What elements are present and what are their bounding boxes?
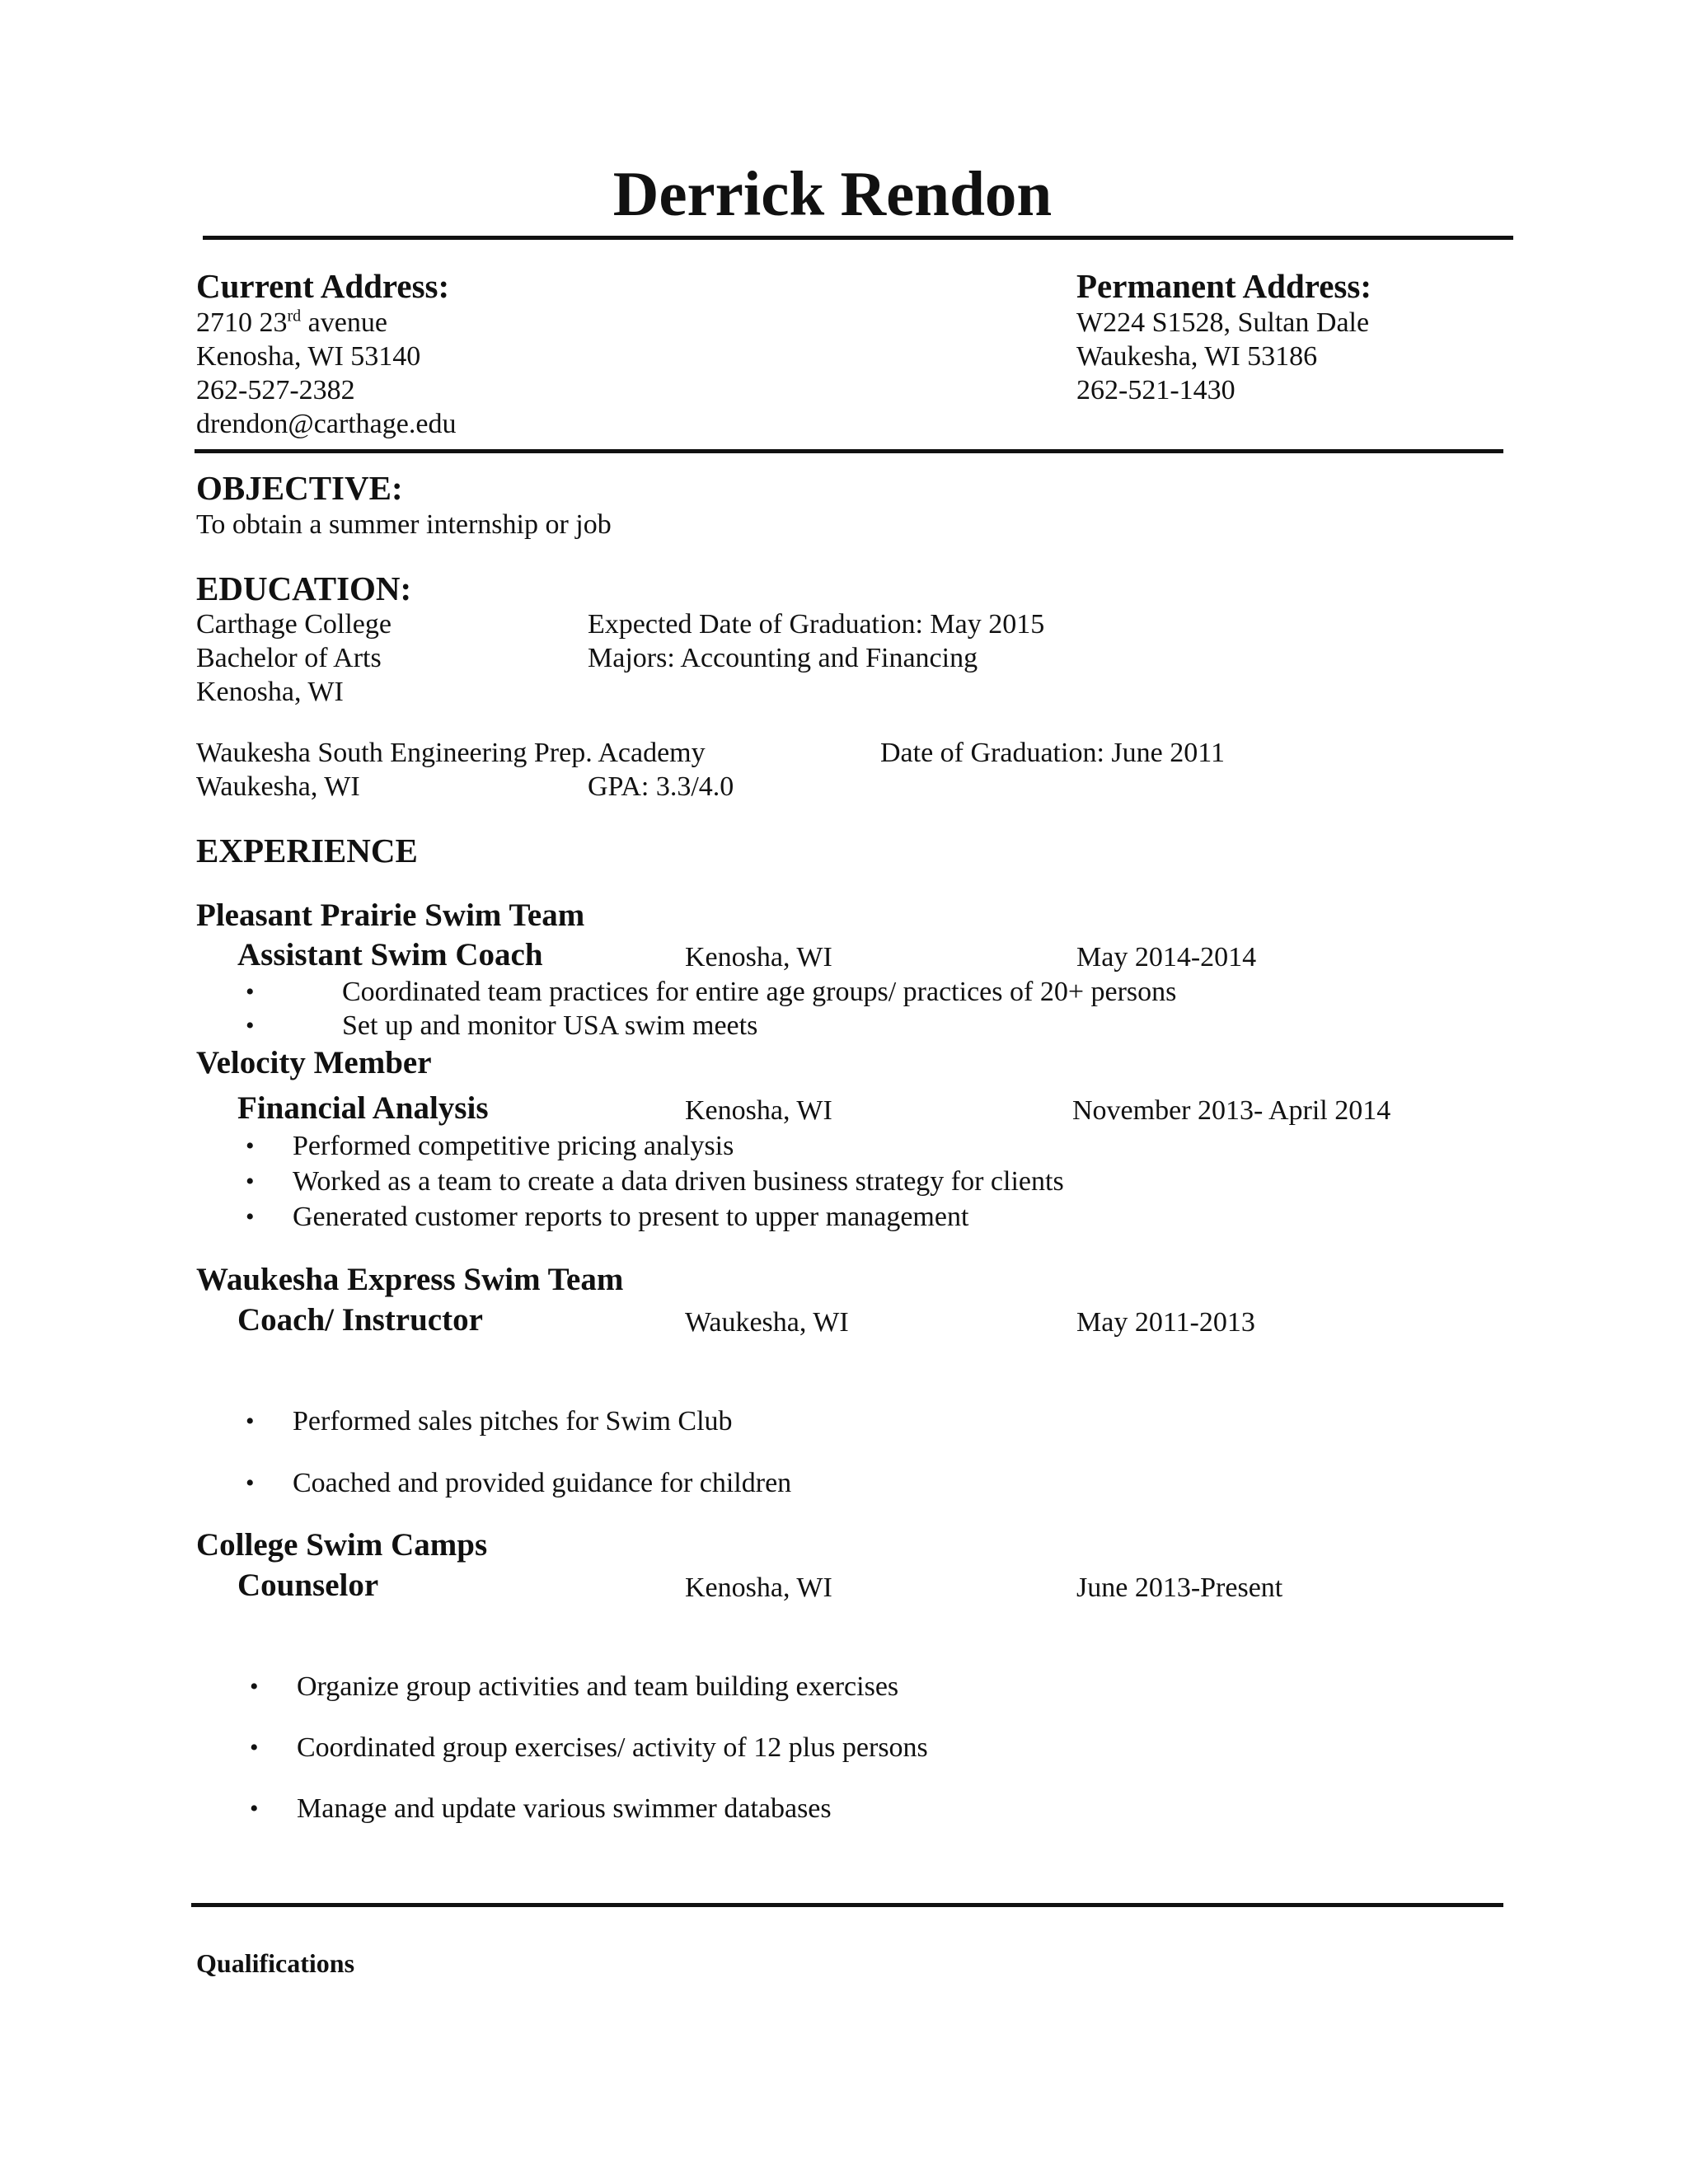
high-school-gpa: GPA: 3.3/4.0	[588, 771, 734, 802]
job-organization: Velocity Member	[196, 1045, 432, 1080]
job-location: Kenosha, WI	[685, 1572, 832, 1603]
job-location: Waukesha, WI	[685, 1307, 849, 1338]
bullet-icon: •	[246, 1132, 255, 1160]
current-email: drendon@carthage.edu	[196, 409, 457, 439]
job-dates: June 2013-Present	[1076, 1572, 1283, 1603]
permanent-address-line2: Waukesha, WI 53186	[1076, 341, 1318, 372]
current-address-heading: Current Address:	[196, 267, 450, 305]
job-location: Kenosha, WI	[685, 942, 832, 972]
current-address-line2: Kenosha, WI 53140	[196, 341, 421, 372]
job-title: Coach/ Instructor	[237, 1302, 483, 1338]
bullet-icon: •	[250, 1673, 259, 1700]
bullet-icon: •	[250, 1734, 259, 1761]
bullet-icon: •	[246, 1408, 255, 1435]
job-bullet: Manage and update various swimmer databases	[297, 1793, 832, 1824]
education-heading: EDUCATION:	[196, 569, 412, 607]
qualifications-heading: Qualifications	[196, 1948, 355, 1978]
job-title: Assistant Swim Coach	[237, 937, 543, 972]
job-bullet: Performed competitive pricing analysis	[293, 1131, 734, 1161]
bottom-rule	[191, 1903, 1503, 1907]
address-rule	[195, 449, 1503, 453]
job-dates: May 2014-2014	[1076, 942, 1257, 972]
college-majors: Majors: Accounting and Financing	[588, 643, 978, 673]
job-bullet: Performed sales pitches for Swim Club	[293, 1406, 733, 1436]
job-bullet: Coordinated group exercises/ activity of 12 plus persons	[297, 1732, 928, 1763]
job-bullet: Organize group activities and team building exercises	[297, 1671, 899, 1702]
resume-name: Derrick Rendon	[612, 158, 1053, 229]
permanent-phone: 262-521-1430	[1076, 375, 1236, 405]
permanent-address-heading: Permanent Address:	[1076, 267, 1372, 305]
experience-heading: EXPERIENCE	[196, 832, 418, 869]
job-dates: November 2013- April 2014	[1072, 1095, 1391, 1126]
job-dates: May 2011-2013	[1076, 1307, 1255, 1338]
high-school-graduation: Date of Graduation: June 2011	[880, 738, 1225, 768]
objective-text: To obtain a summer internship or job	[196, 509, 612, 540]
college-location: Kenosha, WI	[196, 677, 344, 707]
job-title: Financial Analysis	[237, 1090, 489, 1126]
bullet-icon: •	[246, 1203, 255, 1230]
bullet-icon: •	[246, 1012, 255, 1039]
current-address-line1: 2710 23rd avenue	[196, 307, 387, 338]
job-bullet: Generated customer reports to present to upper management	[293, 1202, 969, 1232]
job-organization: Pleasant Prairie Swim Team	[196, 898, 585, 933]
bullet-icon: •	[246, 1469, 255, 1497]
bullet-icon: •	[246, 1168, 255, 1195]
bullet-icon: •	[250, 1795, 259, 1822]
permanent-address-line1: W224 S1528, Sultan Dale	[1076, 307, 1370, 338]
current-phone: 262-527-2382	[196, 375, 355, 405]
high-school-name: Waukesha South Engineering Prep. Academy	[196, 738, 706, 768]
college-graduation: Expected Date of Graduation: May 2015	[588, 609, 1045, 640]
job-bullet: Set up and monitor USA swim meets	[342, 1010, 758, 1041]
job-location: Kenosha, WI	[685, 1095, 832, 1126]
high-school-location: Waukesha, WI	[196, 771, 360, 802]
job-organization: Waukesha Express Swim Team	[196, 1262, 624, 1297]
job-bullet: Worked as a team to create a data driven business strategy for clients	[293, 1166, 1064, 1197]
job-bullet: Coached and provided guidance for children	[293, 1468, 792, 1498]
job-title: Counselor	[237, 1568, 379, 1603]
college-degree: Bachelor of Arts	[196, 643, 382, 673]
header-rule	[203, 236, 1513, 240]
bullet-icon: •	[246, 978, 255, 1005]
objective-heading: OBJECTIVE:	[196, 469, 403, 507]
job-bullet: Coordinated team practices for entire age groups/ practices of 20+ persons	[342, 977, 1177, 1007]
job-organization: College Swim Camps	[196, 1527, 488, 1563]
college-name: Carthage College	[196, 609, 392, 640]
